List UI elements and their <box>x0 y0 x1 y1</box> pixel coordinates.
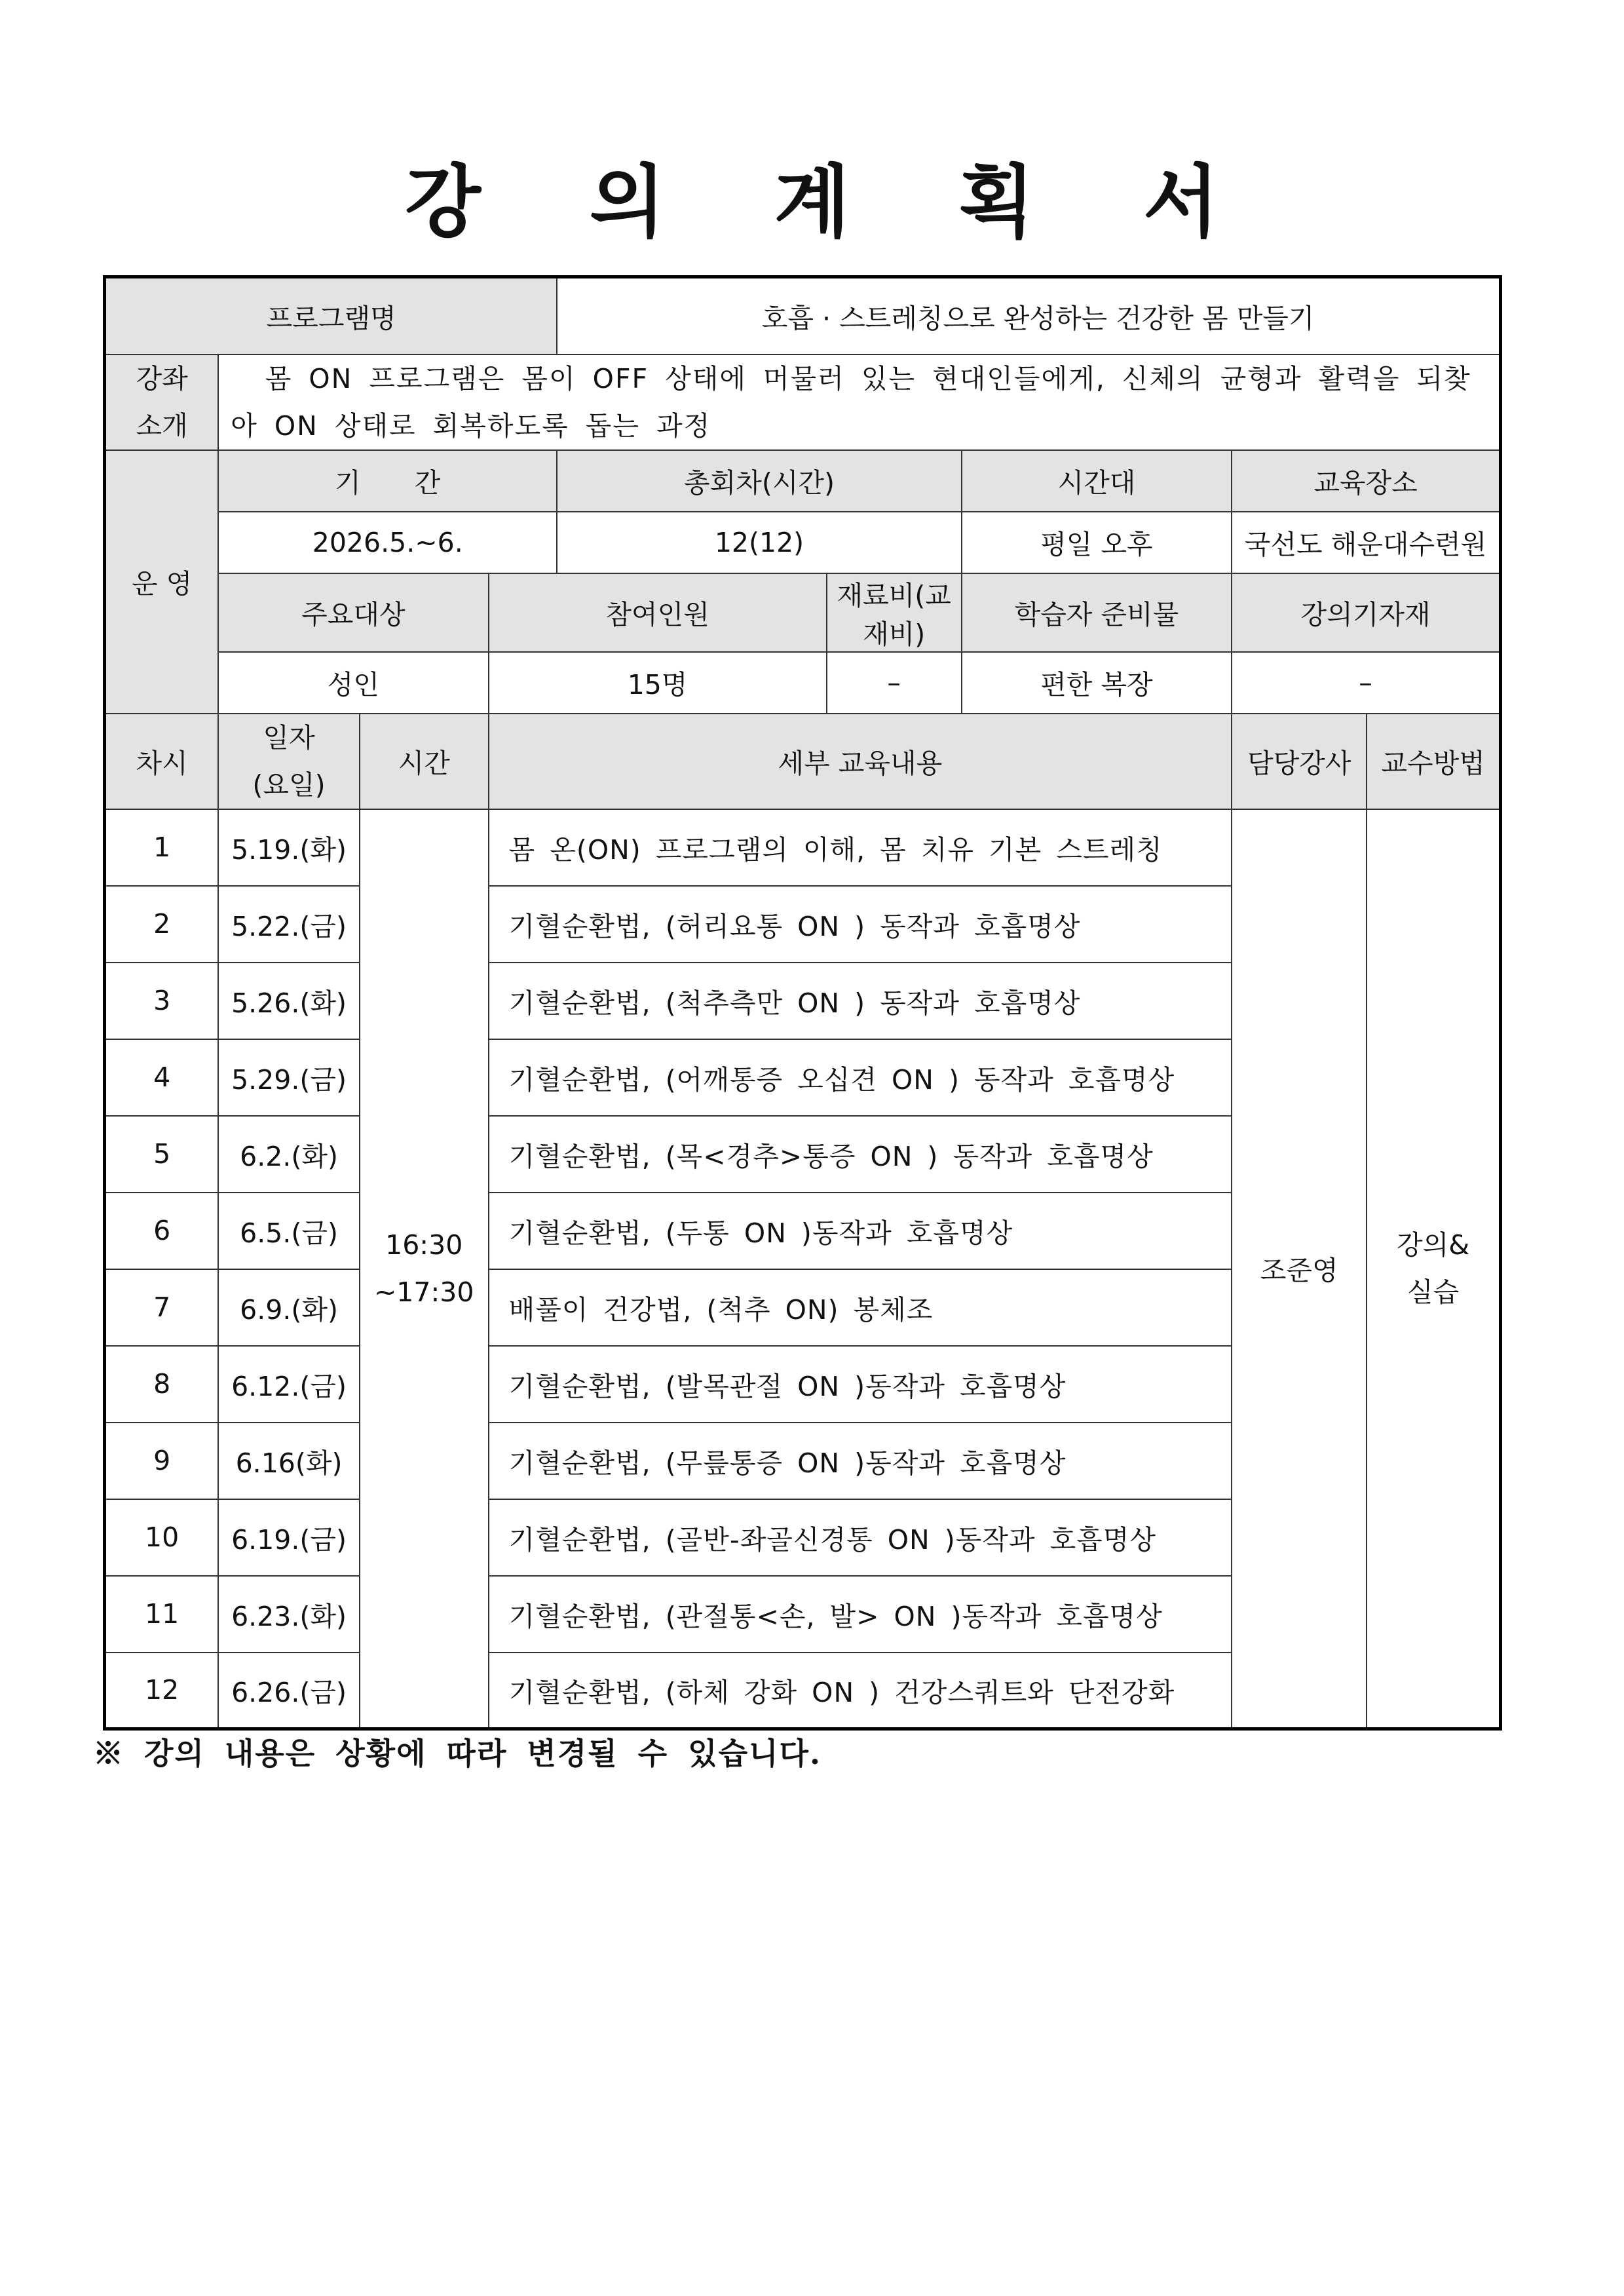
schedule-header-time: 시간 <box>360 714 489 809</box>
session-content: 기혈순환법, (관절통<손, 발> ON )동작과 호흡명상 <box>489 1576 1232 1653</box>
op-value-location: 국선도 해운대수련원 <box>1232 512 1500 573</box>
teaching-method-line1: 강의& <box>1397 1229 1470 1261</box>
session-time-end: ~17:30 <box>373 1276 474 1308</box>
session-date: 6.23.(화) <box>218 1576 360 1653</box>
session-content: 기혈순환법, (골반-좌골신경통 ON )동작과 호흡명상 <box>489 1499 1232 1576</box>
op-header-time-slot: 시간대 <box>962 450 1232 512</box>
op-value-learner-supplies: 편한 복장 <box>962 652 1232 714</box>
teaching-method <box>1367 809 1500 1729</box>
op-header-equipment: 강의기자재 <box>1232 573 1500 652</box>
op-header-target: 주요대상 <box>218 573 488 652</box>
schedule-header-session: 차시 <box>105 714 219 809</box>
teaching-method-line2: 실습 <box>1407 1276 1460 1308</box>
footnote: ※ 강의 내용은 상황에 따라 변경될 수 있습니다. <box>93 1736 821 1771</box>
schedule-header-instructor: 담당강사 <box>1232 714 1367 809</box>
intro-label-line1: 강좌 <box>136 362 188 394</box>
session-date: 5.19.(화) <box>218 809 360 886</box>
program-label: 프로그램명 <box>105 277 557 354</box>
intro-label <box>105 354 219 450</box>
session-number: 9 <box>105 1423 219 1499</box>
session-date: 6.16(화) <box>218 1423 360 1499</box>
op-value-equipment: – <box>1232 652 1500 714</box>
schedule-row <box>105 809 1501 886</box>
op-value-target: 성인 <box>218 652 488 714</box>
session-date: 6.5.(금) <box>218 1193 360 1269</box>
schedule-header-date-line1: 일자 <box>263 721 315 754</box>
session-number: 10 <box>105 1499 219 1576</box>
session-number: 11 <box>105 1576 219 1653</box>
session-content: 기혈순환법, (하체 강화 ON ) 건강스쿼트와 단전강화 <box>489 1653 1232 1729</box>
session-date: 6.19.(금) <box>218 1499 360 1576</box>
op-value-time-slot: 평일 오후 <box>962 512 1232 573</box>
op-value-material-cost: – <box>827 652 962 714</box>
schedule-header-date-line2: (요일) <box>252 769 326 801</box>
session-number: 1 <box>105 809 219 886</box>
document-title: 강 의 계 획 서 <box>405 157 1260 248</box>
schedule-header-method: 교수방법 <box>1367 714 1500 809</box>
operation-value-row-2 <box>105 652 1501 714</box>
op-header-total-sessions: 총회차(시간) <box>557 450 961 512</box>
intro-text <box>218 354 1500 450</box>
intro-row <box>105 354 1501 450</box>
session-time-start: 16:30 <box>385 1229 463 1261</box>
session-number: 5 <box>105 1116 219 1193</box>
op-value-total-sessions: 12(12) <box>557 512 961 573</box>
session-date: 6.2.(화) <box>218 1116 360 1193</box>
program-row <box>105 277 1501 354</box>
session-content: 기혈순환법, (무릎통증 ON )동작과 호흡명상 <box>489 1423 1232 1499</box>
op-header-learner-supplies: 학습자 준비물 <box>962 573 1232 652</box>
op-value-period: 2026.5.~6. <box>218 512 557 573</box>
operation-value-row-1 <box>105 512 1501 573</box>
session-number: 4 <box>105 1039 219 1116</box>
session-content: 기혈순환법, (척추측만 ON ) 동작과 호흡명상 <box>489 963 1232 1039</box>
operation-header-row-1 <box>105 450 1501 512</box>
session-number: 7 <box>105 1269 219 1346</box>
session-content: 기혈순환법, (어깨통증 오십견 ON ) 동작과 호흡명상 <box>489 1039 1232 1116</box>
session-number: 8 <box>105 1346 219 1423</box>
session-number: 3 <box>105 963 219 1039</box>
session-date: 5.26.(화) <box>218 963 360 1039</box>
schedule-header-content: 세부 교육내용 <box>489 714 1232 809</box>
lecture-plan-table <box>103 275 1502 1731</box>
session-date: 6.26.(금) <box>218 1653 360 1729</box>
operation-header-row-2 <box>105 573 1501 652</box>
op-header-material-cost: 재료비(교재비) <box>827 573 962 652</box>
session-content: 기혈순환법, (두통 ON )동작과 호흡명상 <box>489 1193 1232 1269</box>
session-date: 6.12.(금) <box>218 1346 360 1423</box>
operation-label: 운 영 <box>105 450 219 714</box>
session-content: 기혈순환법, (허리요통 ON ) 동작과 호흡명상 <box>489 886 1232 963</box>
intro-description: 몸 ON 프로그램은 몸이 OFF 상태에 머물러 있는 현대인들에게, 신체의 균형과 활력을 되찾아 ON 상태로 회복하도록 돕는 과정 <box>231 362 1471 442</box>
intro-label-line2: 소개 <box>136 410 188 442</box>
session-date: 5.29.(금) <box>218 1039 360 1116</box>
session-content: 배풀이 건강법, (척추 ON) 봉체조 <box>489 1269 1232 1346</box>
session-date: 6.9.(화) <box>218 1269 360 1346</box>
op-value-participants: 15명 <box>489 652 827 714</box>
op-header-participants: 참여인원 <box>489 573 827 652</box>
session-time <box>360 809 489 1729</box>
op-header-period: 기 간 <box>218 450 557 512</box>
session-content: 기혈순환법, (발목관절 ON )동작과 호흡명상 <box>489 1346 1232 1423</box>
session-content: 기혈순환법, (목<경추>통증 ON ) 동작과 호흡명상 <box>489 1116 1232 1193</box>
session-number: 6 <box>105 1193 219 1269</box>
schedule-header-row <box>105 714 1501 809</box>
op-header-location: 교육장소 <box>1232 450 1500 512</box>
session-date: 5.22.(금) <box>218 886 360 963</box>
session-number: 2 <box>105 886 219 963</box>
session-number: 12 <box>105 1653 219 1729</box>
schedule-header-date <box>218 714 360 809</box>
instructor-name: 조준영 <box>1232 809 1367 1729</box>
session-content: 몸 온(ON) 프로그램의 이해, 몸 치유 기본 스트레칭 <box>489 809 1232 886</box>
program-name: 호흡 · 스트레칭으로 완성하는 건강한 몸 만들기 <box>557 277 1500 354</box>
